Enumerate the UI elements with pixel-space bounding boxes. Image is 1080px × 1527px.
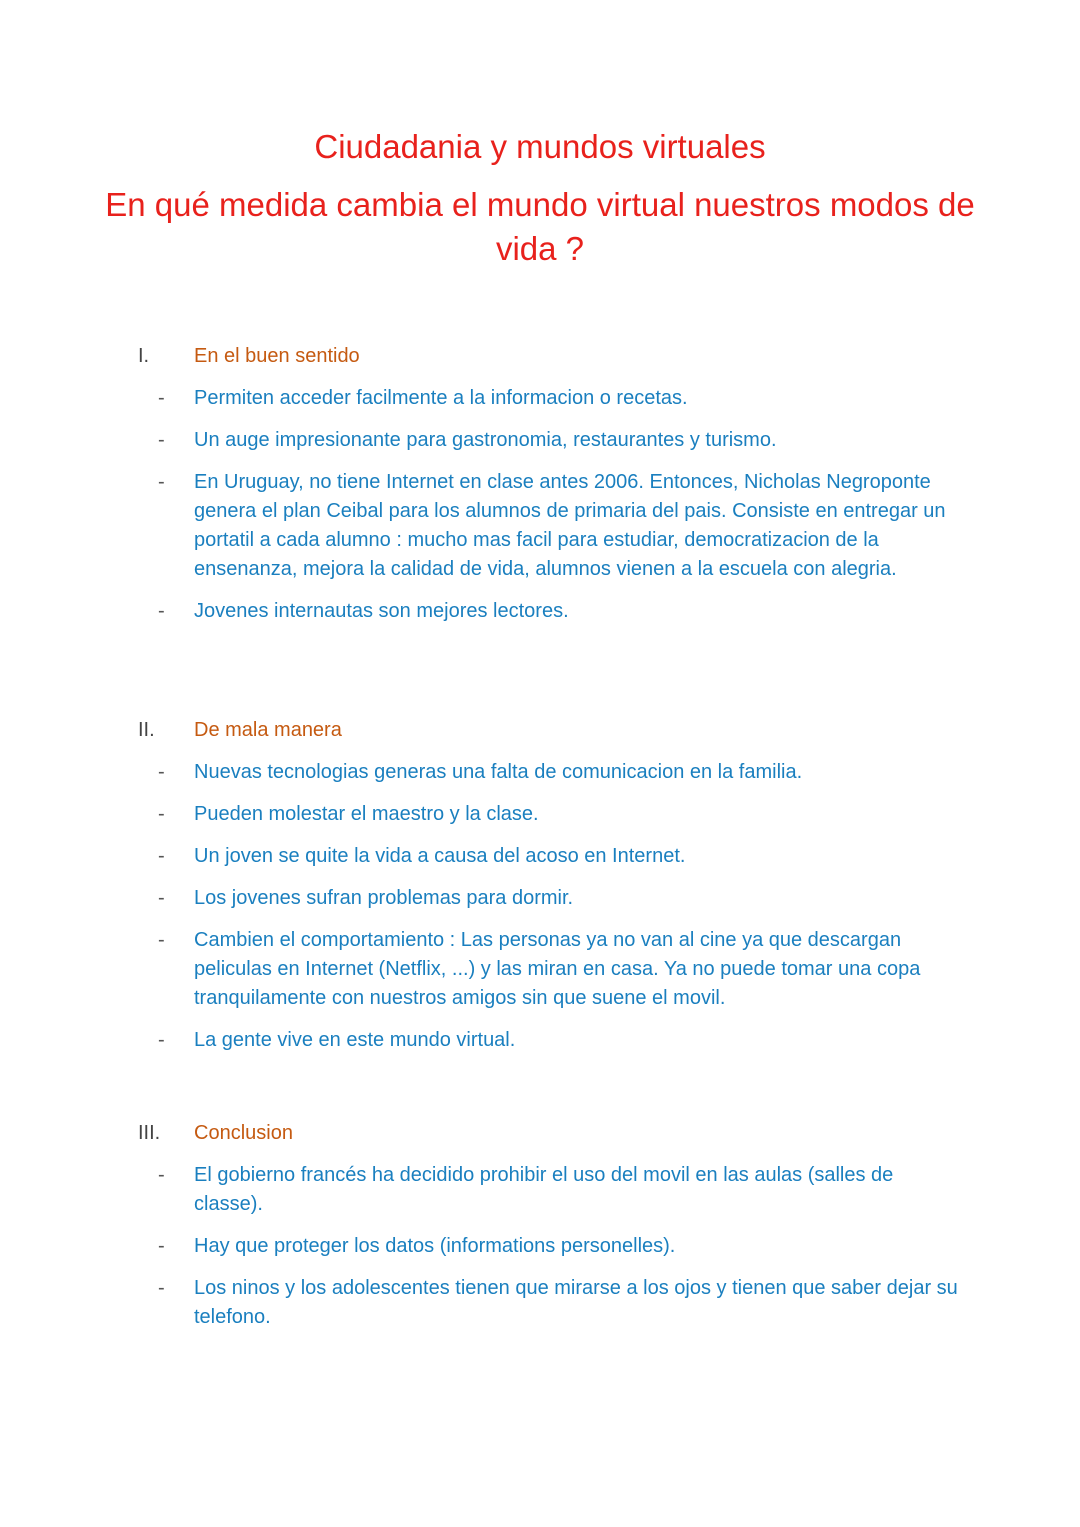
section-buen-sentido bbox=[0, 341, 1080, 626]
document-subtitle: En qué medida cambia el mundo virtual nuestros modos de vida ? bbox=[105, 186, 975, 267]
dash-bullet: - bbox=[158, 429, 165, 451]
list-item bbox=[0, 842, 1080, 871]
list-item-text: Nuevas tecnologias generas una falta de comunicacion en la familia. bbox=[194, 761, 803, 783]
list-item-text: Jovenes internautas son mejores lectores. bbox=[194, 600, 569, 622]
section-conclusion bbox=[0, 1118, 1080, 1332]
list-item bbox=[0, 884, 1080, 913]
list-item-text: Un auge impresionante para gastronomia, restaurantes y turismo. bbox=[194, 429, 777, 451]
bullet-list bbox=[0, 1161, 1080, 1332]
section-numeral: II. bbox=[138, 719, 155, 741]
section-numeral: III. bbox=[138, 1122, 161, 1144]
dash-bullet: - bbox=[158, 929, 165, 951]
bullet-list bbox=[0, 758, 1080, 1055]
bullet-list bbox=[0, 384, 1080, 626]
dash-bullet: - bbox=[158, 600, 165, 622]
section-heading: De mala manera bbox=[194, 719, 342, 741]
dash-bullet: - bbox=[158, 845, 165, 867]
list-item-text: Un joven se quite la vida a causa del acoso en Internet. bbox=[194, 845, 686, 867]
list-item-text: El gobierno francés ha decidido prohibir el uso del movil en las aulas (salles de classe). bbox=[194, 1164, 894, 1215]
list-item bbox=[0, 800, 1080, 829]
section-header bbox=[0, 715, 1080, 745]
dash-bullet: - bbox=[158, 471, 165, 493]
list-item bbox=[0, 597, 1080, 626]
list-item-text: Pueden molestar el maestro y la clase. bbox=[194, 803, 539, 825]
list-item bbox=[0, 758, 1080, 787]
list-item bbox=[0, 426, 1080, 455]
dash-bullet: - bbox=[158, 1029, 165, 1051]
section-heading: Conclusion bbox=[194, 1122, 293, 1144]
list-item-text: La gente vive en este mundo virtual. bbox=[194, 1029, 516, 1051]
list-item bbox=[0, 926, 1080, 1013]
section-header bbox=[0, 1118, 1080, 1148]
dash-bullet: - bbox=[158, 803, 165, 825]
section-numeral: I. bbox=[138, 345, 150, 367]
dash-bullet: - bbox=[158, 387, 165, 409]
document-title: Ciudadania y mundos virtuales bbox=[314, 128, 766, 165]
list-item-text: Los jovenes sufran problemas para dormir. bbox=[194, 887, 574, 909]
dash-bullet: - bbox=[158, 1277, 165, 1299]
list-item-text: En Uruguay, no tiene Internet en clase antes 2006. Entonces, Nicholas Negroponte genera el plan Ceibal para los alumnos de primaria del pais. Consiste en entregar un portatil a cada alumno : mucho mas facil para estudiar, democratizacion de la ensenanza, mejora la calidad de vida, alumnos vienen a la escuela con alegria. bbox=[194, 471, 946, 580]
dash-bullet: - bbox=[158, 1164, 165, 1186]
dash-bullet: - bbox=[158, 887, 165, 909]
title-block bbox=[100, 125, 980, 271]
list-item-text: Cambien el comportamiento : Las personas ya no van al cine ya que descargan peliculas en Internet (Netflix, ...) y las miran en casa. Ya no puede tomar una copa tranquilamente con nuestros amigos sin que suene el movil. bbox=[194, 929, 921, 1009]
list-item bbox=[0, 468, 1080, 584]
section-header bbox=[0, 341, 1080, 371]
list-item-text: Los ninos y los adolescentes tienen que mirarse a los ojos y tienen que saber dejar su telefono. bbox=[194, 1277, 958, 1328]
section-heading: En el buen sentido bbox=[194, 345, 360, 367]
dash-bullet: - bbox=[158, 1235, 165, 1257]
list-item-text: Hay que proteger los datos (informations personelles). bbox=[194, 1235, 676, 1257]
list-item bbox=[0, 384, 1080, 413]
section-mala-manera bbox=[0, 715, 1080, 1055]
list-item-text: Permiten acceder facilmente a la informacion o recetas. bbox=[194, 387, 688, 409]
list-item bbox=[0, 1026, 1080, 1055]
list-item bbox=[0, 1274, 1080, 1332]
dash-bullet: - bbox=[158, 761, 165, 783]
list-item bbox=[0, 1232, 1080, 1261]
list-item bbox=[0, 1161, 1080, 1219]
